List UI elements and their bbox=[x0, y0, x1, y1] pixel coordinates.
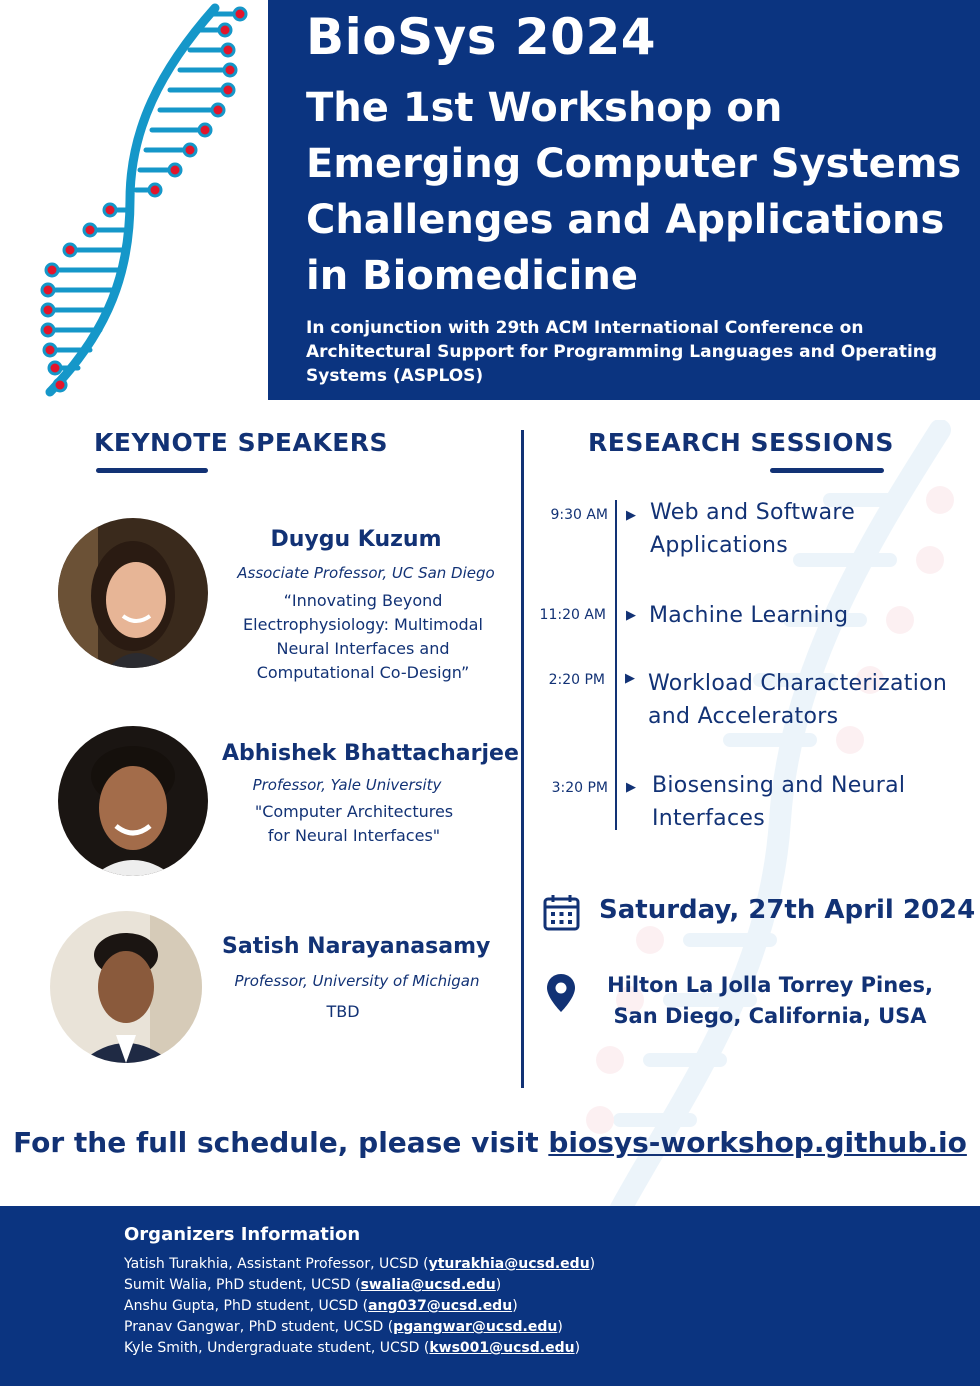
speaker-name: Duygu Kuzum bbox=[270, 527, 442, 552]
organizers-footer bbox=[0, 1206, 980, 1386]
session-timeline-bar bbox=[615, 500, 617, 830]
organizer-text: Kyle Smith, Undergraduate student, UCSD ( bbox=[124, 1340, 430, 1356]
dna-node bbox=[44, 344, 56, 356]
column-divider bbox=[521, 430, 524, 1088]
dna-node bbox=[199, 124, 211, 136]
workshop-subtitle: The 1st Workshop on Emerging Computer Systems Challenges and Applications in Biomedicine bbox=[306, 85, 962, 299]
organizer-email-link[interactable]: pgangwar@ucsd.edu bbox=[393, 1319, 558, 1335]
dna-node bbox=[149, 184, 161, 196]
dna-node bbox=[212, 104, 224, 116]
organizer-suffix: ) bbox=[574, 1340, 581, 1356]
cta-text: For the full schedule, please visit bbox=[13, 1126, 549, 1159]
play-arrow-icon: ▶ bbox=[625, 671, 635, 686]
dna-node bbox=[42, 284, 54, 296]
organizer-email-link[interactable]: yturakhia@ucsd.edu bbox=[428, 1256, 590, 1272]
play-arrow-icon: ▶ bbox=[626, 608, 636, 623]
dna-node bbox=[104, 204, 116, 216]
organizer-email-link[interactable]: kws001@ucsd.edu bbox=[429, 1340, 575, 1356]
calendar-icon bbox=[543, 893, 580, 931]
speaker-role: Professor, Yale University bbox=[252, 776, 442, 794]
organizer-suffix: ) bbox=[557, 1319, 563, 1335]
sessions-heading: RESEARCH SESSIONS bbox=[588, 428, 894, 457]
keynote-underline bbox=[96, 468, 208, 473]
organizer-text: Sumit Walia, PhD student, UCSD ( bbox=[124, 1277, 361, 1293]
dna-node bbox=[184, 144, 196, 156]
session-title: Web and Software Applications bbox=[650, 500, 856, 558]
play-arrow-icon: ▶ bbox=[626, 780, 636, 795]
organizer-entry bbox=[124, 1296, 595, 1317]
session-title: Machine Learning bbox=[649, 603, 849, 628]
dna-node bbox=[222, 44, 234, 56]
organizer-text: Pranav Gangwar, PhD student, UCSD ( bbox=[124, 1319, 394, 1335]
dna-node bbox=[54, 379, 66, 391]
organizer-suffix: ) bbox=[589, 1256, 596, 1272]
organizer-entry bbox=[124, 1338, 595, 1359]
speaker-name: Abhishek Bhattacharjee bbox=[222, 741, 519, 766]
organizer-entry bbox=[124, 1317, 595, 1338]
speaker-role: Associate Professor, UC San Diego bbox=[237, 564, 495, 582]
organizers-list bbox=[124, 1254, 595, 1359]
speaker-talk-title: TBD bbox=[326, 1002, 360, 1021]
play-arrow-icon: ▶ bbox=[626, 508, 636, 523]
dna-node bbox=[49, 362, 61, 374]
speaker-name: Satish Narayanasamy bbox=[222, 934, 491, 959]
organizer-entry bbox=[124, 1254, 595, 1275]
organizer-entry bbox=[124, 1275, 595, 1296]
speaker-photo-duygu-kuzum bbox=[58, 518, 208, 668]
dna-node bbox=[234, 8, 246, 20]
organizer-suffix: ) bbox=[512, 1298, 518, 1314]
dna-node bbox=[84, 224, 96, 236]
schedule-cta bbox=[0, 1126, 980, 1159]
session-time: 3:20 PM bbox=[551, 780, 608, 796]
event-venue: Hilton La Jolla Torrey Pines, San Diego, California, USA bbox=[607, 973, 933, 1028]
header-banner bbox=[268, 0, 980, 400]
organizer-email-link[interactable]: ang037@ucsd.edu bbox=[368, 1298, 513, 1314]
dna-node bbox=[42, 304, 54, 316]
organizer-text: Yatish Turakhia, Assistant Professor, UCSD ( bbox=[124, 1256, 429, 1272]
conjunction-note: In conjunction with 29th ACM International Conference on Architectural Support for Programming Languages and Operating Systems (ASPLOS) bbox=[306, 318, 938, 386]
dna-node bbox=[46, 264, 58, 276]
session-time: 11:20 AM bbox=[539, 607, 606, 623]
dna-helix-illustration bbox=[30, 0, 250, 400]
organizer-email-link[interactable]: swalia@ucsd.edu bbox=[360, 1277, 496, 1293]
dna-node bbox=[219, 24, 231, 36]
session-title: Workload Characterization and Accelerators bbox=[648, 671, 948, 729]
speaker-talk-title: “Innovating Beyond Electrophysiology: Multimodal Neural Interfaces and Computational Co-Design” bbox=[243, 591, 483, 682]
speaker-photo-abhishek-bhattacharjee bbox=[58, 726, 208, 876]
dna-node bbox=[169, 164, 181, 176]
dna-node bbox=[42, 324, 54, 336]
session-time: 2:20 PM bbox=[548, 672, 605, 688]
dna-node bbox=[224, 64, 236, 76]
speaker-talk-title: "Computer Architectures for Neural Interfaces" bbox=[254, 802, 454, 845]
event-title: BioSys 2024 bbox=[306, 8, 657, 66]
event-date: Saturday, 27th April 2024 bbox=[599, 895, 976, 925]
schedule-link[interactable]: biosys-workshop.github.io bbox=[548, 1126, 967, 1159]
organizer-text: Anshu Gupta, PhD student, UCSD ( bbox=[124, 1298, 369, 1314]
session-title: Biosensing and Neural Interfaces bbox=[652, 773, 906, 831]
organizer-suffix: ) bbox=[495, 1277, 502, 1293]
session-time: 9:30 AM bbox=[550, 507, 608, 523]
speaker-photo-satish-narayanasamy bbox=[50, 911, 202, 1063]
dna-node bbox=[64, 244, 76, 256]
keynote-heading: KEYNOTE SPEAKERS bbox=[94, 428, 389, 457]
organizers-heading: Organizers Information bbox=[124, 1224, 361, 1245]
speaker-role: Professor, University of Michigan bbox=[234, 972, 480, 990]
location-pin-icon bbox=[546, 973, 576, 1013]
sessions-underline bbox=[770, 468, 884, 473]
dna-node bbox=[222, 84, 234, 96]
